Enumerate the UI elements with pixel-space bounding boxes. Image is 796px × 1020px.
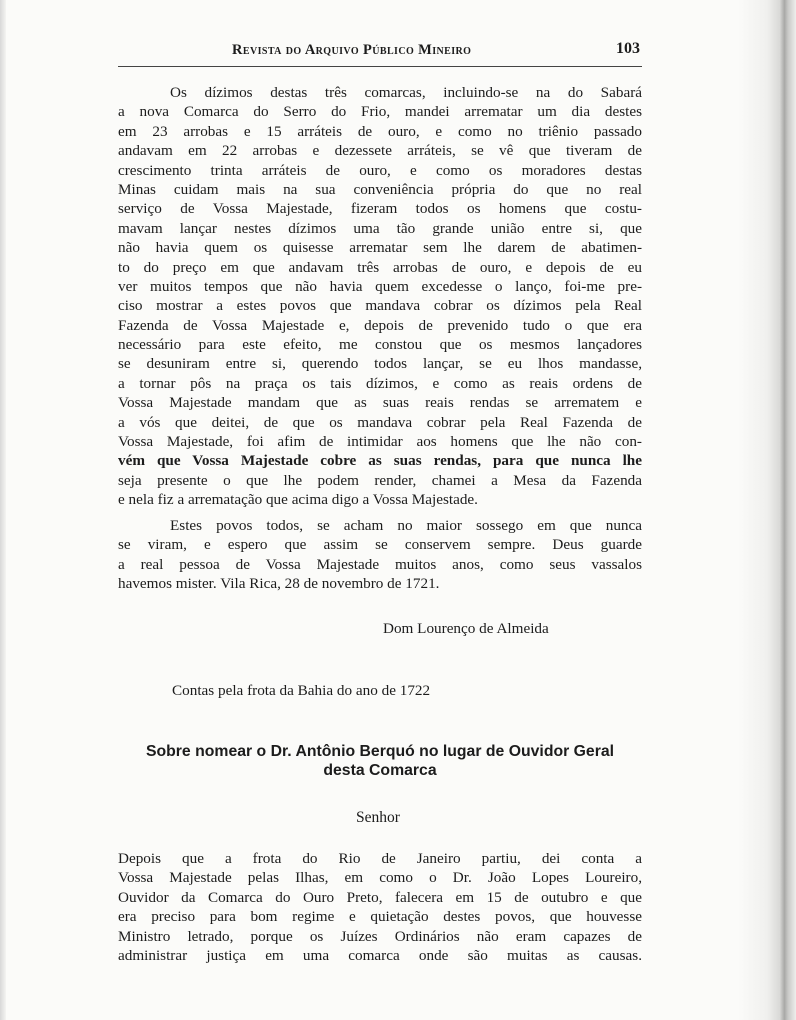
section-title-line: desta Comarca bbox=[323, 762, 437, 779]
signature: Dom Lourenço de Almeida bbox=[383, 620, 549, 637]
text-line: seja presente o que lhe podem render, chamei a Mesa da Fazenda bbox=[118, 471, 642, 489]
scan-right-edge bbox=[738, 0, 796, 1020]
text-line: Vossa Majestade pelas Ilhas, em como o Dr. João Lopes Loureiro, bbox=[118, 869, 642, 887]
text-line: se viram, e espero que assim se conservem sempre. Deus guarde bbox=[118, 536, 642, 554]
text-line: não havia quem os quisesse arrematar sem lhe darem de abatimen- bbox=[118, 239, 642, 257]
caption: Contas pela frota da Bahia do ano de 1722 bbox=[172, 682, 431, 699]
section-title bbox=[118, 742, 642, 780]
text-line: Vossa Majestade, foi afim de intimidar aos homens que lhe não con- bbox=[118, 433, 642, 451]
text-line: ciso mostrar a estes povos que mandava cobrar os dízimos pela Real bbox=[118, 297, 642, 315]
text-line: crescimento trinta arráteis de ouro, e como os moradores destas bbox=[118, 161, 642, 179]
text-line: Ouvidor da Comarca do Ouro Preto, falecera em 15 de outubro e que bbox=[118, 888, 642, 906]
text-line: Depois que a frota do Rio de Janeiro partiu, dei conta a bbox=[118, 850, 642, 867]
text-line: to do preço em que andavam três arrobas de ouro, e depois de eu bbox=[118, 258, 642, 276]
running-title: Revista do Arquivo Público Mineiro bbox=[232, 42, 472, 58]
text-line: ver muitos tempos que não havia quem excedesse o lanço, foi-me pre- bbox=[118, 277, 642, 295]
text-line: serviço de Vossa Majestade, fizeram todos os homens que costu- bbox=[118, 200, 642, 218]
text-line: a tornar pôs na praça os tais dízimos, e como as reais ordens de bbox=[118, 374, 642, 392]
paragraph-dizimos bbox=[118, 83, 642, 510]
text-line: Os dízimos destas três comarcas, incluindo-se na do Sabará bbox=[170, 84, 642, 101]
text-line: Vossa Majestade mandam que as suas reais rendas se arrematem e bbox=[118, 394, 642, 412]
section-title-line: Sobre nomear o Dr. Antônio Berquó no lugar de Ouvidor Geral bbox=[145, 743, 615, 760]
text-line: administrar justiça em uma comarca onde são muitas as causas. bbox=[118, 946, 642, 964]
text-line: Fazenda de Vossa Majestade e, depois de prevenido tudo o que era bbox=[118, 316, 642, 334]
page-number: 103 bbox=[616, 40, 640, 57]
scan-left-edge bbox=[0, 0, 6, 1020]
text-line: necessário para este efeito, me constou que os mesmos lançadores bbox=[118, 336, 642, 354]
text-line: era preciso para bom regime e quietação destes povos, que houvesse bbox=[118, 908, 642, 926]
text-line: Estes povos todos, se acham no maior sossego em que nunca bbox=[170, 517, 642, 534]
salutation: Senhor bbox=[356, 809, 400, 826]
text-line: mavam lançar nestes dízimos uma tão grande união entre si, que bbox=[118, 219, 642, 237]
text-line: a nova Comarca do Serro do Frio, mandei arrematar um dia destes bbox=[118, 103, 642, 121]
text-line: havemos mister. Vila Rica, 28 de novembro de 1721. bbox=[118, 575, 440, 593]
text-line: se desuniram entre si, querendo todos lançar, se eu lhos mandasse, bbox=[118, 355, 642, 373]
text-line: Minas cuidam mais na sua conveniência própria do que no real bbox=[118, 180, 642, 198]
paragraph-closing bbox=[118, 516, 642, 594]
text-line: e nela fiz a arrematação que acima digo a Vossa Majestade. bbox=[118, 491, 478, 509]
text-line: Ministro letrado, porque os Juízes Ordinários não eram capazes de bbox=[118, 927, 642, 945]
text-line: vém que Vossa Majestade cobre as suas rendas, para que nunca lhe bbox=[118, 452, 642, 470]
paragraph-frota bbox=[118, 849, 642, 965]
text-line: em 23 arrobas e 15 arráteis de ouro, e como no triênio passado bbox=[118, 122, 642, 140]
text-line: a real pessoa de Vossa Majestade muitos anos, como seus vassalos bbox=[118, 555, 642, 573]
page-header bbox=[118, 40, 642, 67]
text-line: andavam em 22 arrobas e dezessete arráteis, se vê que tiveram de bbox=[118, 142, 642, 160]
text-line: a vós que deitei, de que os mandava cobrar pela Real Fazenda de bbox=[118, 413, 642, 431]
